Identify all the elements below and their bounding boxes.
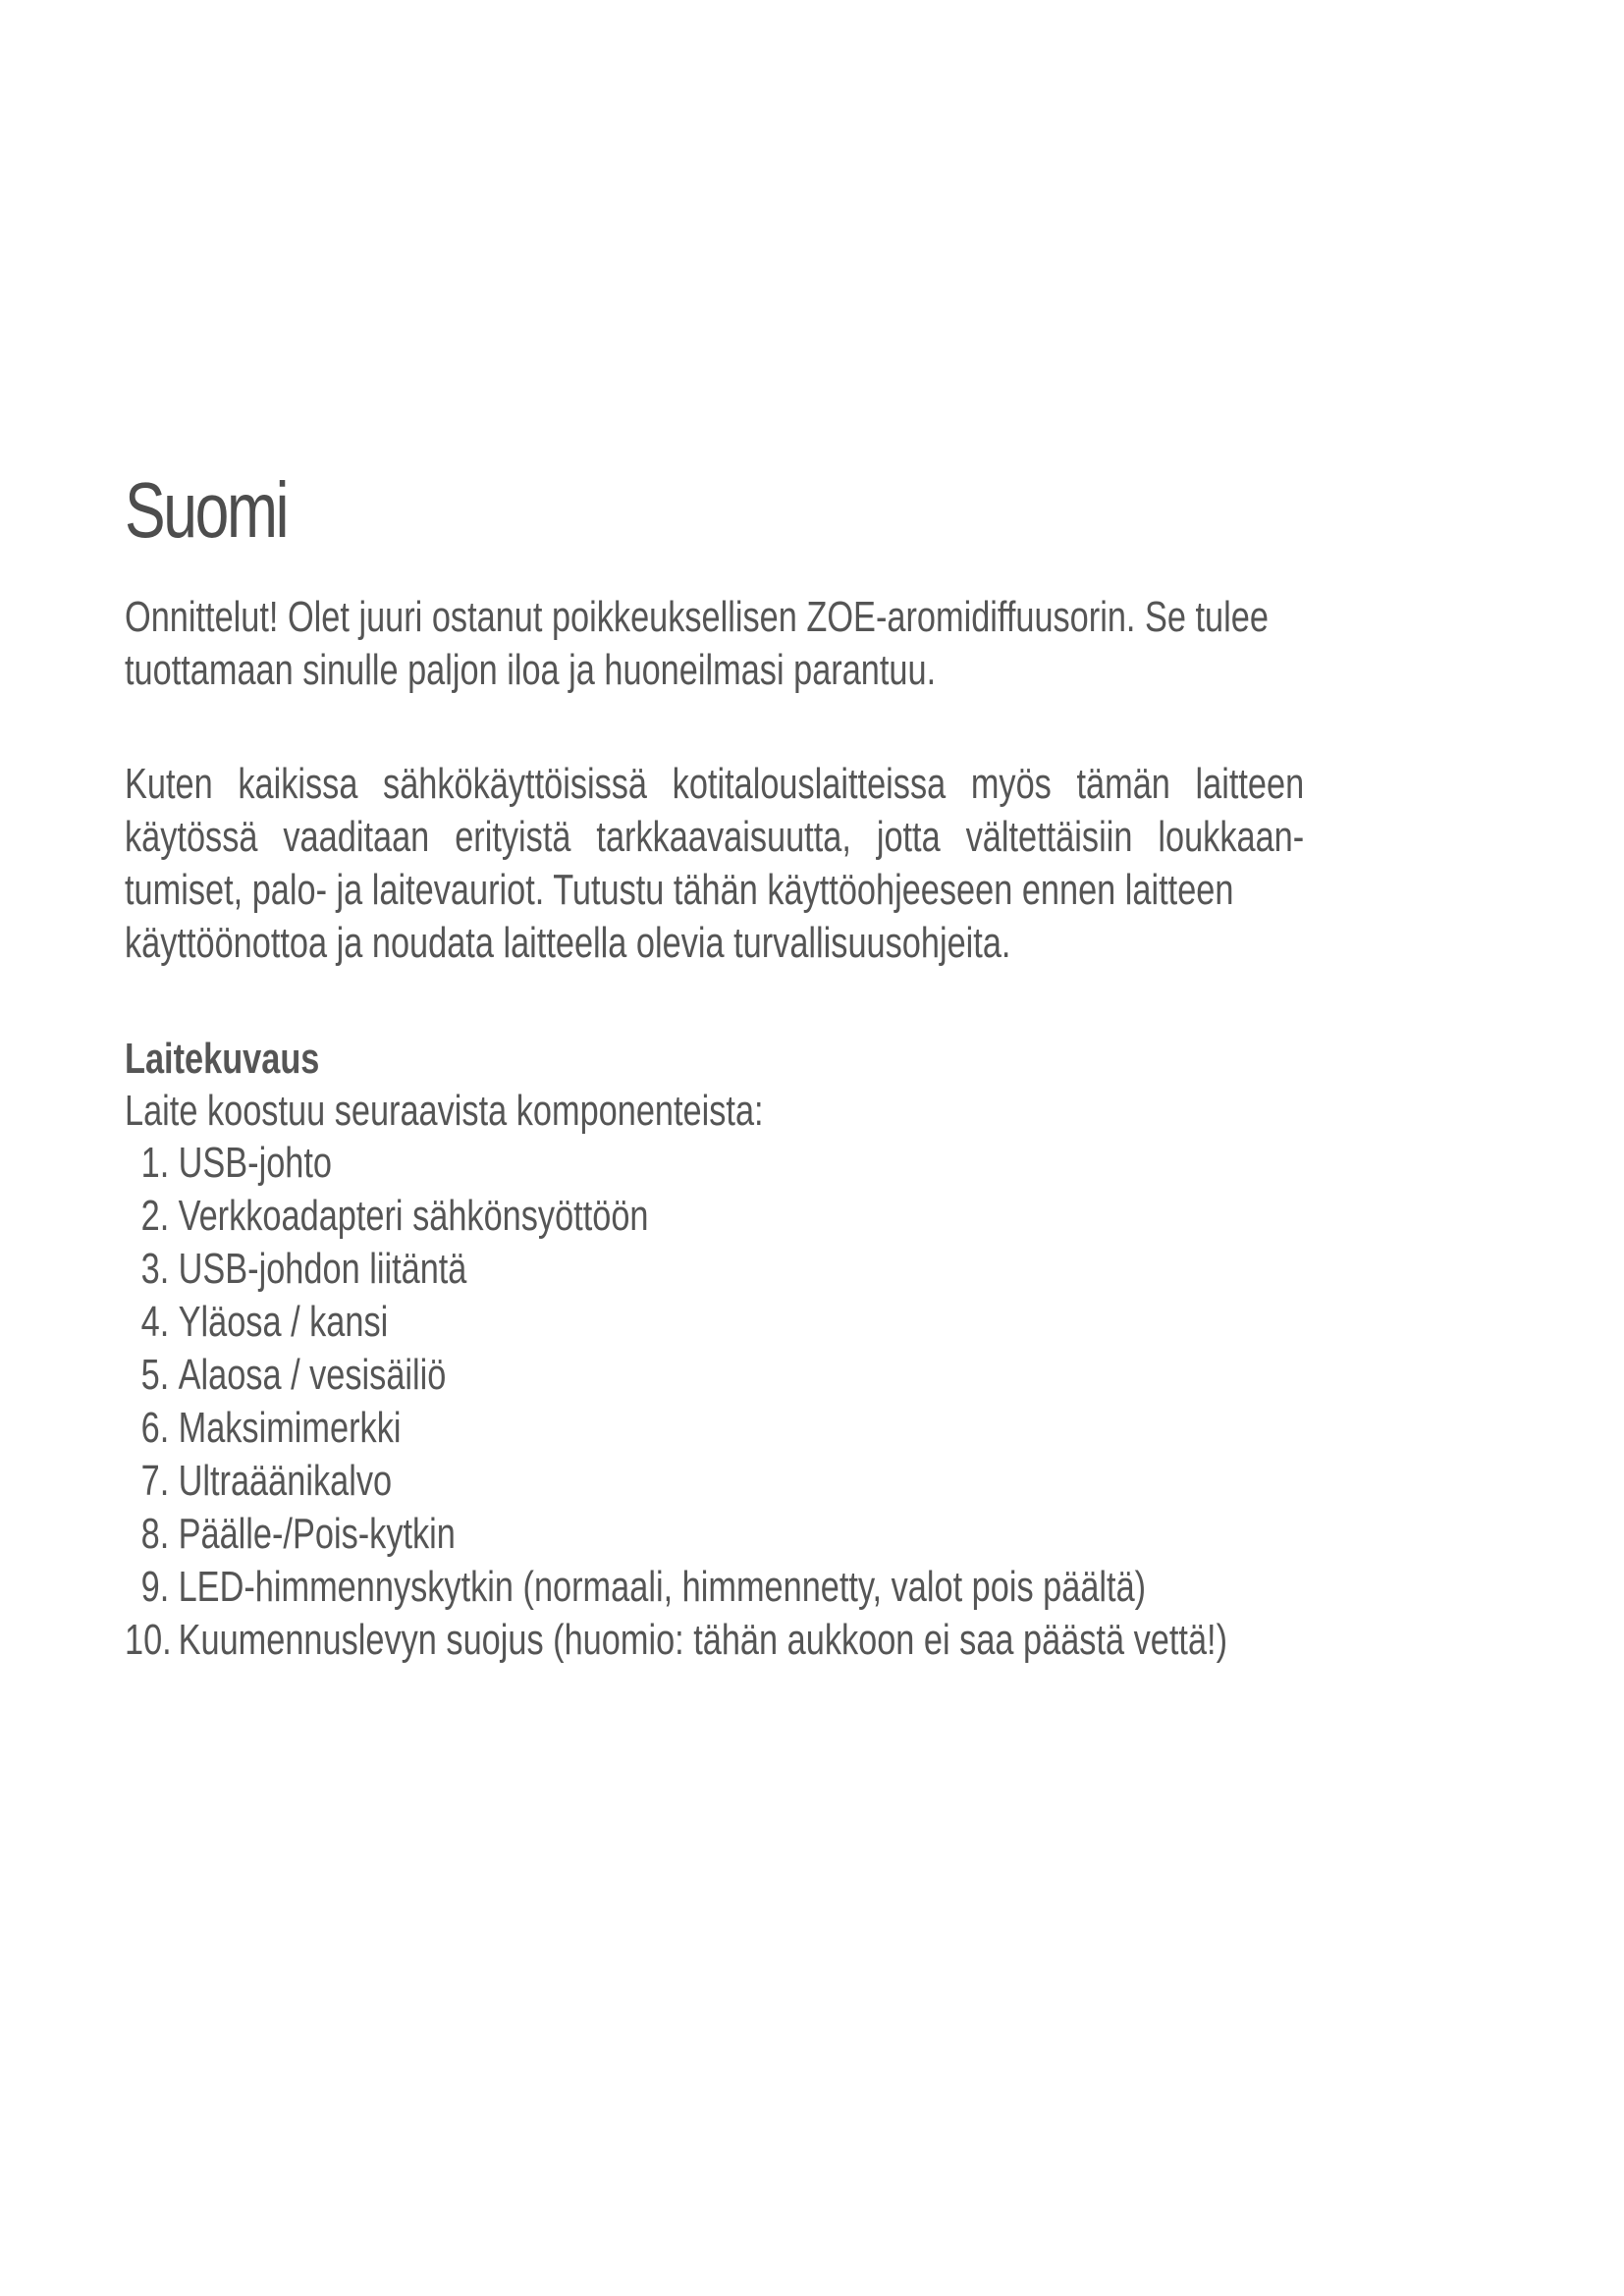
list-item (125, 1243, 1197, 1296)
list-item (125, 1296, 1197, 1349)
list-item-text: Verkkoadapteri sähkönsyöttöön (178, 1192, 649, 1240)
list-item (125, 1455, 1197, 1508)
list-item (125, 1508, 1197, 1561)
list-item (125, 1614, 1228, 1667)
list-item-number: 2. (140, 1192, 170, 1240)
list-item (125, 1137, 1197, 1190)
list-item-number: 6. (140, 1404, 170, 1452)
list-item-number: 8. (140, 1510, 170, 1558)
section-intro: Laite koostuu seuraavista komponenteista: (125, 1087, 764, 1135)
safety-paragraph (125, 758, 1304, 970)
safety-line-1: Kuten kaikissa sähkökäyttöisissä kotitalouslaitteissa myös tämän laitteen (125, 760, 1305, 808)
list-item-text: Kuumennuslevyn suojus (huomio: tähän aukkoon ei saa päästä vettä!) (178, 1616, 1228, 1664)
document-content (125, 466, 1499, 1667)
list-item (125, 1402, 1197, 1455)
intro-line-1: Onnittelut! Olet juuri ostanut poikkeuksellisen ZOE-aromidiffuusorin. Se tulee (125, 593, 1269, 641)
components-list (125, 1137, 1499, 1667)
list-item-number: 5. (140, 1351, 170, 1399)
list-item-text: Päälle-/Pois-kytkin (178, 1510, 456, 1558)
list-item-number: 1. (140, 1139, 170, 1187)
list-item-text: Yläosa / kansi (178, 1298, 389, 1346)
list-item-text: USB-johdon liitäntä (178, 1245, 467, 1293)
page-title: Suomi (125, 466, 288, 554)
list-item-text: Maksimimerkki (178, 1404, 402, 1452)
list-item-number: 4. (140, 1298, 170, 1346)
intro-line-2: tuottamaan sinulle paljon iloa ja huoneilmasi parantuu. (125, 646, 937, 694)
list-item (125, 1190, 1197, 1243)
list-item-text: USB-johto (178, 1139, 333, 1187)
safety-line-2: käytössä vaaditaan erityistä tarkkaavaisuutta, jotta vältettäisiin loukkaan- (125, 813, 1305, 861)
list-item-text: Ultraäänikalvo (178, 1457, 393, 1505)
list-item-number: 7. (140, 1457, 170, 1505)
list-item-text: Alaosa / vesisäiliö (178, 1351, 447, 1399)
safety-line-4: käyttöönottoa ja noudata laitteella olevia turvallisuusohjeita. (125, 919, 1011, 967)
list-item (125, 1561, 1197, 1614)
section-heading: Laitekuvaus (125, 1035, 320, 1083)
safety-line-3: tumiset, palo- ja laitevauriot. Tutustu tähän käyttöohjeeseen ennen laitteen (125, 866, 1234, 914)
list-item (125, 1349, 1197, 1402)
list-item-number: 10. (125, 1616, 172, 1664)
list-item-number: 3. (140, 1245, 170, 1293)
list-item-text: LED-himmennyskytkin (normaali, himmennetty, valot pois päältä) (178, 1563, 1147, 1611)
intro-paragraph (125, 591, 1304, 697)
list-item-number: 9. (140, 1563, 170, 1611)
